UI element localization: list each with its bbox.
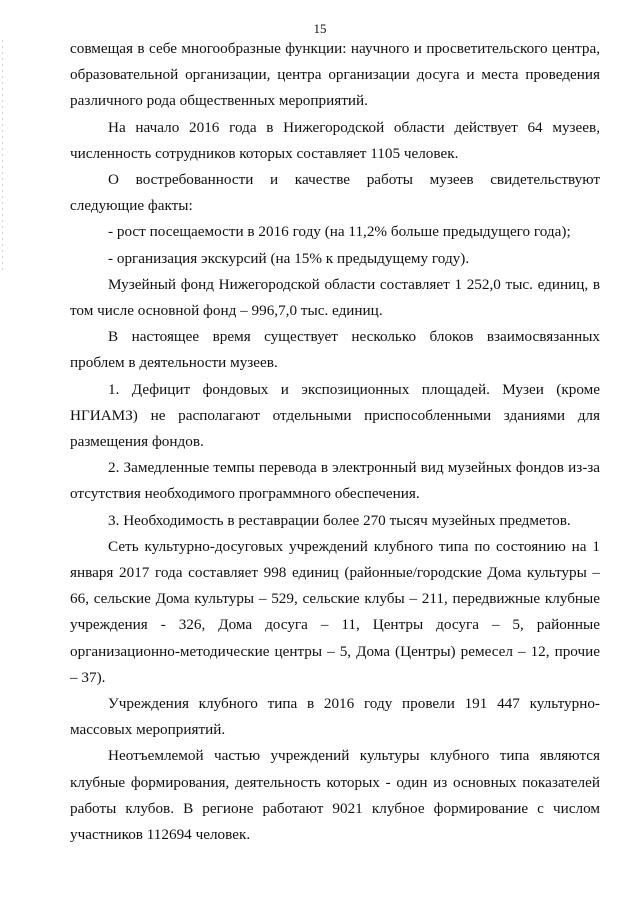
- list-item-problem-1: 1. Дефицит фондовых и экспозиционных площадей. Музеи (кроме НГИАМЗ) не располагают отдельными приспособленными зданиями для размещения фондов.: [70, 380, 600, 451]
- paragraph-problem-blocks: В настоящее время существует несколько блоков взаимосвязанных проблем в деятельности музеев.: [70, 328, 600, 372]
- list-item-problem-3: 3. Необходимость в реставрации более 270 тысяч музейных предметов.: [108, 511, 571, 529]
- list-item-problem-2: 2. Замедленные темпы перевода в электронный вид музейных фондов из-за отсутствия необходимого программного обеспечения.: [70, 459, 600, 503]
- paragraph-club-events: Учреждения клубного типа в 2016 году провели 191 447 культурно-массовых мероприятий.: [70, 695, 600, 739]
- list-item-attendance: - рост посещаемости в 2016 году (на 11,2% больше предыдущего года);: [108, 223, 571, 241]
- paragraph-museum-fund: Музейный фонд Нижегородской области составляет 1 252,0 тыс. единиц, в том числе основной фонд – 996,7,0 тыс. единиц.: [70, 275, 600, 320]
- scan-edge-artifact: [2, 40, 3, 270]
- paragraph-club-network: Сеть культурно-досуговых учреждений клубного типа по состоянию на 1 января 2017 года составляет 998 единиц (районные/городские Дома культуры – 66, сельские Дома культуры – 529, сельские клубы – 211, передвижные клубные учреждения - 326, Дома досуга – 11, Центры досуга – 5, районные организационно-методические центры – 5, Дома (Центры) ремесел – 12, прочие – 37).: [70, 537, 600, 686]
- document-body: [70, 36, 600, 848]
- paragraph-demand-facts: О востребованности и качестве работы музеев свидетельствуют следующие факты:: [70, 171, 600, 215]
- paragraph-museum-count: На начало 2016 года в Нижегородской области действует 64 музеев, численность сотрудников которых составляет 1105 человек.: [70, 118, 600, 162]
- page-number: 15: [313, 21, 327, 36]
- list-item-excursions: - организация экскурсий (на 15% к предыдущему году).: [108, 249, 470, 267]
- paragraph-club-formations: Неотъемлемой частью учреждений культуры клубного типа являются клубные формирования, деятельность которых - один из основных показателей работы клубов. В регионе работают 9021 клубное формирование с числом участников 112694 человек.: [70, 747, 600, 844]
- paragraph-museum-functions: совмещая в себе многообразные функции: научного и просветительского центра, образовательной организации, центра организации досуга и места проведения различного рода общественных мероприятий.: [70, 40, 600, 110]
